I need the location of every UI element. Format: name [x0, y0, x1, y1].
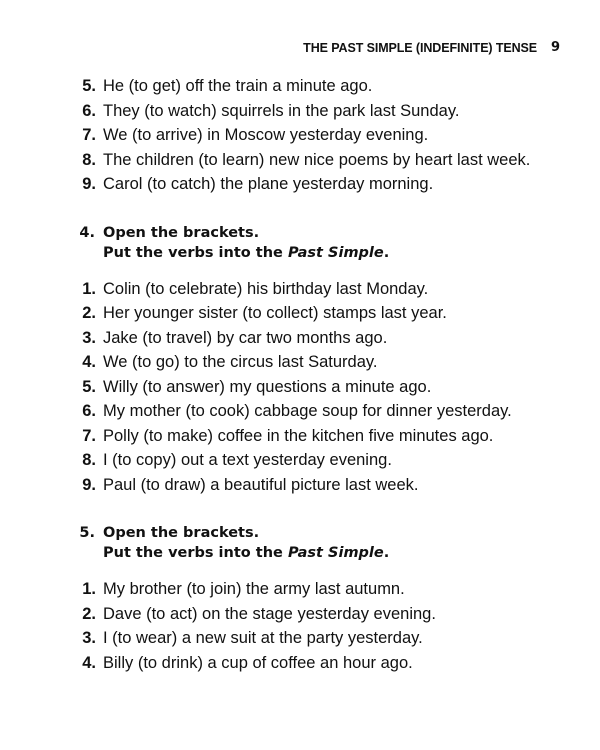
item-text: Billy (to drink) a cup of coffee an hour ago. — [103, 653, 413, 672]
list-item — [0, 473, 600, 498]
list-item — [0, 326, 600, 351]
exercise-5-list — [0, 577, 600, 675]
item-number: 9. — [82, 175, 96, 193]
exercise-number: 4. — [79, 224, 95, 241]
item-number: 7. — [82, 426, 96, 445]
page-content — [0, 74, 600, 675]
exercise-4-heading — [0, 223, 600, 263]
list-item — [0, 602, 600, 627]
item-number: 4. — [82, 653, 96, 672]
item-number: 1. — [82, 279, 96, 298]
item-text: We (to arrive) in Moscow yesterday evening. — [103, 126, 429, 144]
instruction-line-2: Put the verbs into the Past Simple. — [103, 545, 390, 561]
item-text: My mother (to cook) cabbage soup for dinner yesterday. — [103, 402, 512, 420]
list-item — [0, 74, 600, 99]
exercise-number: 5. — [79, 525, 95, 541]
instruction-line-1: Open the brackets. — [103, 525, 260, 541]
running-header — [303, 40, 560, 55]
item-number: 6. — [82, 101, 96, 120]
exercise-instructions — [103, 523, 389, 563]
item-text: Her younger sister (to collect) stamps last year. — [103, 304, 447, 322]
item-number: 7. — [82, 126, 96, 144]
list-item — [0, 424, 600, 449]
list-item — [0, 172, 600, 197]
list-top — [0, 74, 600, 197]
item-text: The children (to learn) new nice poems by heart last week. — [103, 150, 531, 169]
list-item — [0, 350, 600, 375]
list-item — [0, 99, 600, 124]
item-number: 3. — [82, 629, 96, 647]
item-text: I (to wear) a new suit at the party yesterday. — [103, 629, 423, 647]
exercise-5-heading — [0, 523, 600, 563]
item-text: Willy (to answer) my questions a minute ago. — [103, 377, 432, 396]
list-item — [0, 399, 600, 424]
item-number: 8. — [82, 451, 96, 469]
list-item — [0, 626, 600, 651]
item-text: He (to get) off the train a minute ago. — [103, 77, 373, 95]
item-number: 5. — [82, 77, 96, 95]
item-text: Colin (to celebrate) his birthday last Monday. — [103, 279, 429, 298]
list-item — [0, 375, 600, 400]
item-text: I (to copy) out a text yesterday evening. — [103, 451, 392, 469]
item-number: 6. — [82, 402, 96, 420]
item-number: 2. — [82, 304, 96, 322]
item-number: 1. — [82, 580, 96, 598]
list-item — [0, 148, 600, 173]
item-text: Polly (to make) coffee in the kitchen five minutes ago. — [103, 426, 494, 445]
item-text: Dave (to act) on the stage yesterday evening. — [103, 604, 436, 623]
item-number: 4. — [82, 353, 96, 371]
item-number: 5. — [82, 377, 96, 396]
item-text: We (to go) to the circus last Saturday. — [103, 353, 378, 371]
instruction-line-2: Put the verbs into the Past Simple. — [103, 244, 390, 261]
item-text: My brother (to join) the army last autumn. — [103, 580, 405, 598]
list-item — [0, 448, 600, 473]
item-number: 3. — [82, 328, 96, 347]
list-item — [0, 123, 600, 148]
instruction-line-1: Open the brackets. — [103, 224, 260, 241]
item-number: 2. — [82, 604, 96, 623]
page-number: 9 — [551, 40, 560, 55]
list-item — [0, 301, 600, 326]
header-title: THE PAST SIMPLE (INDEFINITE) TENSE — [303, 40, 538, 55]
exercise-instructions — [103, 223, 389, 263]
list-item — [0, 577, 600, 602]
item-text: Carol (to catch) the plane yesterday morning. — [103, 175, 434, 193]
exercise-4-list — [0, 277, 600, 498]
item-number: 9. — [82, 475, 96, 494]
item-number: 8. — [82, 150, 96, 169]
list-item — [0, 651, 600, 676]
list-item — [0, 277, 600, 302]
item-text: Paul (to draw) a beautiful picture last week. — [103, 475, 419, 494]
item-text: They (to watch) squirrels in the park last Sunday. — [103, 101, 460, 120]
item-text: Jake (to travel) by car two months ago. — [103, 328, 388, 347]
